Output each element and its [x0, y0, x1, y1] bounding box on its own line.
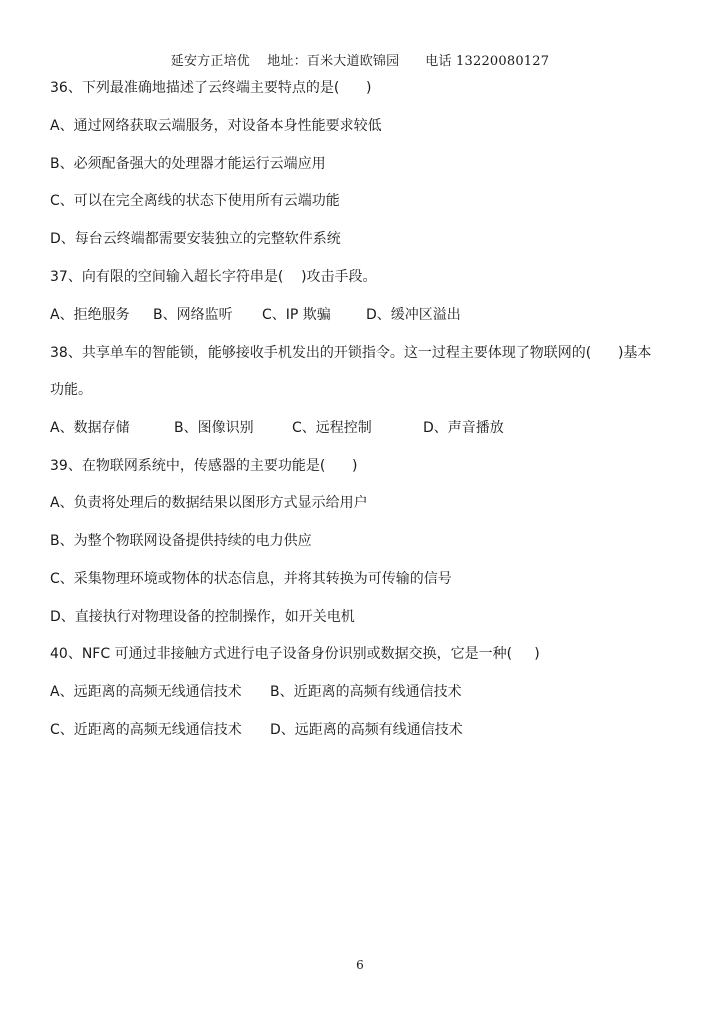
question-40-option-a: A、远距离的高频无线通信技术 — [50, 684, 242, 700]
question-38-option-a: A、数据存储 — [50, 420, 130, 436]
question-38-stem-line2: 功能。 — [50, 382, 92, 398]
question-40-options-row2 — [50, 720, 463, 780]
question-38-option-c: C、远程控制 — [292, 420, 372, 436]
question-39-option-b: B、为整个物联网设备提供持续的电力供应 — [50, 533, 312, 549]
question-38-stem-line1: 38、共享单车的智能锁，能够接收手机发出的开锁指令。这一过程主要体现了物联网的( )基本 — [50, 345, 652, 361]
question-40-option-d: D、远距离的高频有线通信技术 — [270, 722, 463, 738]
question-39-stem: 39、在物联网系统中，传感器的主要功能是( ) — [50, 458, 358, 474]
question-40-option-c: C、近距离的高频无线通信技术 — [50, 722, 242, 738]
question-37-option-a: A、拒绝服务 — [50, 307, 130, 323]
question-37-option-d: D、缓冲区溢出 — [366, 307, 461, 323]
question-36-option-a: A、通过网络获取云端服务，对设备本身性能要求较低 — [50, 118, 382, 134]
question-40-option-b: B、近距离的高频有线通信技术 — [270, 684, 462, 700]
page-number: 6 — [356, 958, 364, 972]
question-38-option-b: B、图像识别 — [174, 420, 254, 436]
question-40-stem: 40、NFC 可通过非接触方式进行电子设备身份识别或数据交换，它是一种( ) — [50, 646, 540, 662]
page-header: 延安方正培优 地址：百米大道欧锦园 电话 13220080127 — [170, 54, 550, 69]
question-39-option-c: C、采集物理环境或物体的状态信息，并将其转换为可传输的信号 — [50, 571, 452, 587]
question-36-stem: 36、下列最准确地描述了云终端主要特点的是( ) — [50, 80, 372, 96]
question-37-option-c: C、IP 欺骗 — [262, 307, 331, 323]
question-38-option-d: D、声音播放 — [423, 420, 504, 436]
question-39-option-a: A、负责将处理后的数据结果以图形方式显示给用户 — [50, 495, 368, 511]
question-37-option-b: B、网络监听 — [153, 307, 233, 323]
question-36-option-b: B、必须配备强大的处理器才能运行云端应用 — [50, 156, 326, 172]
question-39-option-d: D、直接执行对物理设备的控制操作，如开关电机 — [50, 609, 355, 625]
question-37-stem: 37、向有限的空间输入超长字符串是( )攻击手段。 — [50, 269, 377, 285]
question-36-option-c: C、可以在完全离线的状态下使用所有云端功能 — [50, 193, 340, 209]
question-36-option-d: D、每台云终端都需要安装独立的完整软件系统 — [50, 231, 341, 247]
